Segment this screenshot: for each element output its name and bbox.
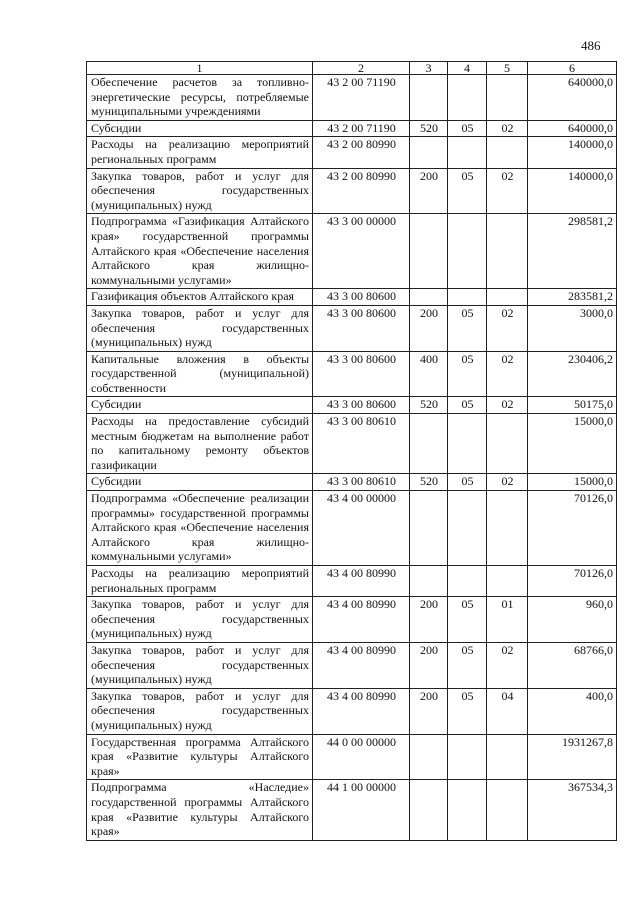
row-amount-cell: 3000,0	[528, 305, 617, 351]
row-code-cell: 43 3 00 80610	[313, 474, 410, 491]
row-amount-cell: 15000,0	[528, 414, 617, 474]
row-col5-cell: 02	[487, 474, 528, 491]
row-col5-cell	[487, 214, 528, 289]
row-col4-cell: 05	[448, 120, 487, 137]
row-col5-cell: 02	[487, 120, 528, 137]
row-code-cell: 43 4 00 80990	[313, 566, 410, 597]
row-col4-cell	[448, 414, 487, 474]
row-name-cell: Расходы на реализацию мероприятий региональных программ	[87, 137, 313, 168]
row-col4-cell	[448, 289, 487, 306]
row-amount-cell: 70126,0	[528, 566, 617, 597]
row-name-cell: Субсидии	[87, 474, 313, 491]
row-name-cell: Закупка товаров, работ и услуг для обеспечения государственных (муниципальных) нужд	[87, 688, 313, 734]
column-header: 2	[313, 62, 410, 75]
row-col3-cell	[410, 734, 448, 780]
row-col4-cell: 05	[448, 597, 487, 643]
table-row	[87, 734, 617, 780]
row-amount-cell: 283581,2	[528, 289, 617, 306]
row-name-cell: Обеспечение расчетов за топливно-энергетические ресурсы, потребляемые муниципальными учреждениями	[87, 75, 313, 121]
row-col3-cell: 200	[410, 168, 448, 214]
row-col4-cell	[448, 780, 487, 840]
column-header: 1	[87, 62, 313, 75]
row-col3-cell: 520	[410, 120, 448, 137]
row-amount-cell: 15000,0	[528, 474, 617, 491]
row-code-cell: 44 1 00 00000	[313, 780, 410, 840]
row-code-cell: 43 3 00 80600	[313, 397, 410, 414]
row-col3-cell: 520	[410, 397, 448, 414]
row-col3-cell	[410, 491, 448, 566]
row-col5-cell: 01	[487, 597, 528, 643]
row-col3-cell: 520	[410, 474, 448, 491]
row-name-cell: Субсидии	[87, 120, 313, 137]
row-name-cell: Закупка товаров, работ и услуг для обеспечения государственных (муниципальных) нужд	[87, 597, 313, 643]
row-col4-cell: 05	[448, 397, 487, 414]
row-col4-cell	[448, 566, 487, 597]
row-name-cell: Капитальные вложения в объекты государственной (муниципальной) собственности	[87, 351, 313, 397]
row-code-cell: 43 2 00 71190	[313, 120, 410, 137]
column-header: 5	[487, 62, 528, 75]
row-col3-cell	[410, 214, 448, 289]
row-col5-cell	[487, 491, 528, 566]
row-col5-cell: 02	[487, 642, 528, 688]
row-code-cell: 43 2 00 71190	[313, 75, 410, 121]
row-col4-cell	[448, 214, 487, 289]
row-name-cell: Государственная программа Алтайского края «Развитие культуры Алтайского края»	[87, 734, 313, 780]
row-col5-cell	[487, 734, 528, 780]
table-row	[87, 491, 617, 566]
row-col3-cell	[410, 780, 448, 840]
table-row	[87, 780, 617, 840]
row-name-cell: Расходы на предоставление субсидий местным бюджетам на выполнение работ по капитальному ремонту объектов газификации	[87, 414, 313, 474]
row-col5-cell	[487, 414, 528, 474]
row-col4-cell: 05	[448, 688, 487, 734]
row-code-cell: 43 4 00 80990	[313, 642, 410, 688]
row-amount-cell: 50175,0	[528, 397, 617, 414]
table-row	[87, 642, 617, 688]
table-row	[87, 566, 617, 597]
row-code-cell: 43 2 00 80990	[313, 168, 410, 214]
row-col3-cell	[410, 289, 448, 306]
row-col3-cell: 200	[410, 688, 448, 734]
table-row	[87, 75, 617, 121]
row-col4-cell	[448, 137, 487, 168]
row-col5-cell: 02	[487, 351, 528, 397]
row-col4-cell: 05	[448, 474, 487, 491]
row-name-cell: Закупка товаров, работ и услуг для обеспечения государственных (муниципальных) нужд	[87, 642, 313, 688]
row-col4-cell: 05	[448, 642, 487, 688]
row-amount-cell: 230406,2	[528, 351, 617, 397]
row-amount-cell: 400,0	[528, 688, 617, 734]
page-number: 486	[581, 38, 601, 53]
row-code-cell: 43 4 00 80990	[313, 688, 410, 734]
row-col3-cell: 200	[410, 642, 448, 688]
row-name-cell: Расходы на реализацию мероприятий региональных программ	[87, 566, 313, 597]
row-col3-cell	[410, 414, 448, 474]
row-col4-cell: 05	[448, 351, 487, 397]
table-row	[87, 305, 617, 351]
column-header: 3	[410, 62, 448, 75]
row-col5-cell	[487, 137, 528, 168]
row-amount-cell: 140000,0	[528, 168, 617, 214]
table-row	[87, 168, 617, 214]
row-name-cell: Закупка товаров, работ и услуг для обеспечения государственных (муниципальных) нужд	[87, 168, 313, 214]
row-col4-cell: 05	[448, 168, 487, 214]
table-row	[87, 688, 617, 734]
row-amount-cell: 1931267,8	[528, 734, 617, 780]
table-row	[87, 289, 617, 306]
table-row	[87, 214, 617, 289]
row-amount-cell: 367534,3	[528, 780, 617, 840]
row-col4-cell	[448, 734, 487, 780]
row-name-cell: Закупка товаров, работ и услуг для обеспечения государственных (муниципальных) нужд	[87, 305, 313, 351]
table-row	[87, 137, 617, 168]
row-col5-cell: 02	[487, 168, 528, 214]
row-amount-cell: 298581,2	[528, 214, 617, 289]
row-col5-cell: 04	[487, 688, 528, 734]
column-header: 6	[528, 62, 617, 75]
row-col3-cell: 200	[410, 305, 448, 351]
header-row	[87, 62, 617, 75]
row-name-cell: Подпрограмма «Газификация Алтайского края» государственной программы Алтайского края «Обеспечение населения Алтайского края жилищно-коммунальными услугами»	[87, 214, 313, 289]
row-col5-cell	[487, 780, 528, 840]
column-header: 4	[448, 62, 487, 75]
table-row	[87, 397, 617, 414]
row-col5-cell: 02	[487, 305, 528, 351]
row-col4-cell	[448, 491, 487, 566]
row-code-cell: 43 4 00 80990	[313, 597, 410, 643]
row-amount-cell: 640000,0	[528, 120, 617, 137]
row-code-cell: 43 3 00 80600	[313, 351, 410, 397]
row-amount-cell: 640000,0	[528, 75, 617, 121]
row-code-cell: 43 3 00 00000	[313, 214, 410, 289]
row-col4-cell: 05	[448, 305, 487, 351]
row-col5-cell	[487, 75, 528, 121]
row-col3-cell: 200	[410, 597, 448, 643]
row-name-cell: Подпрограмма «Обеспечение реализации программы» государственной программы Алтайского края «Обеспечение населения Алтайского края жилищно-коммунальными услугами»	[87, 491, 313, 566]
row-code-cell: 43 3 00 80600	[313, 305, 410, 351]
row-amount-cell: 140000,0	[528, 137, 617, 168]
table-row	[87, 120, 617, 137]
row-amount-cell: 68766,0	[528, 642, 617, 688]
table-row	[87, 414, 617, 474]
row-amount-cell: 70126,0	[528, 491, 617, 566]
row-code-cell: 43 2 00 80990	[313, 137, 410, 168]
row-amount-cell: 960,0	[528, 597, 617, 643]
row-col5-cell	[487, 566, 528, 597]
row-code-cell: 44 0 00 00000	[313, 734, 410, 780]
table-row	[87, 351, 617, 397]
row-code-cell: 43 4 00 00000	[313, 491, 410, 566]
row-name-cell: Субсидии	[87, 397, 313, 414]
table-row	[87, 474, 617, 491]
row-col4-cell	[448, 75, 487, 121]
row-col3-cell	[410, 566, 448, 597]
row-col3-cell	[410, 137, 448, 168]
row-col5-cell	[487, 289, 528, 306]
row-col3-cell	[410, 75, 448, 121]
table-row	[87, 597, 617, 643]
row-col5-cell: 02	[487, 397, 528, 414]
row-name-cell: Подпрограмма «Наследие» государственной программы Алтайского края «Развитие культуры Алтайского края»	[87, 780, 313, 840]
row-col3-cell: 400	[410, 351, 448, 397]
row-code-cell: 43 3 00 80600	[313, 289, 410, 306]
row-name-cell: Газификация объектов Алтайского края	[87, 289, 313, 306]
budget-table	[86, 61, 617, 841]
row-code-cell: 43 3 00 80610	[313, 414, 410, 474]
